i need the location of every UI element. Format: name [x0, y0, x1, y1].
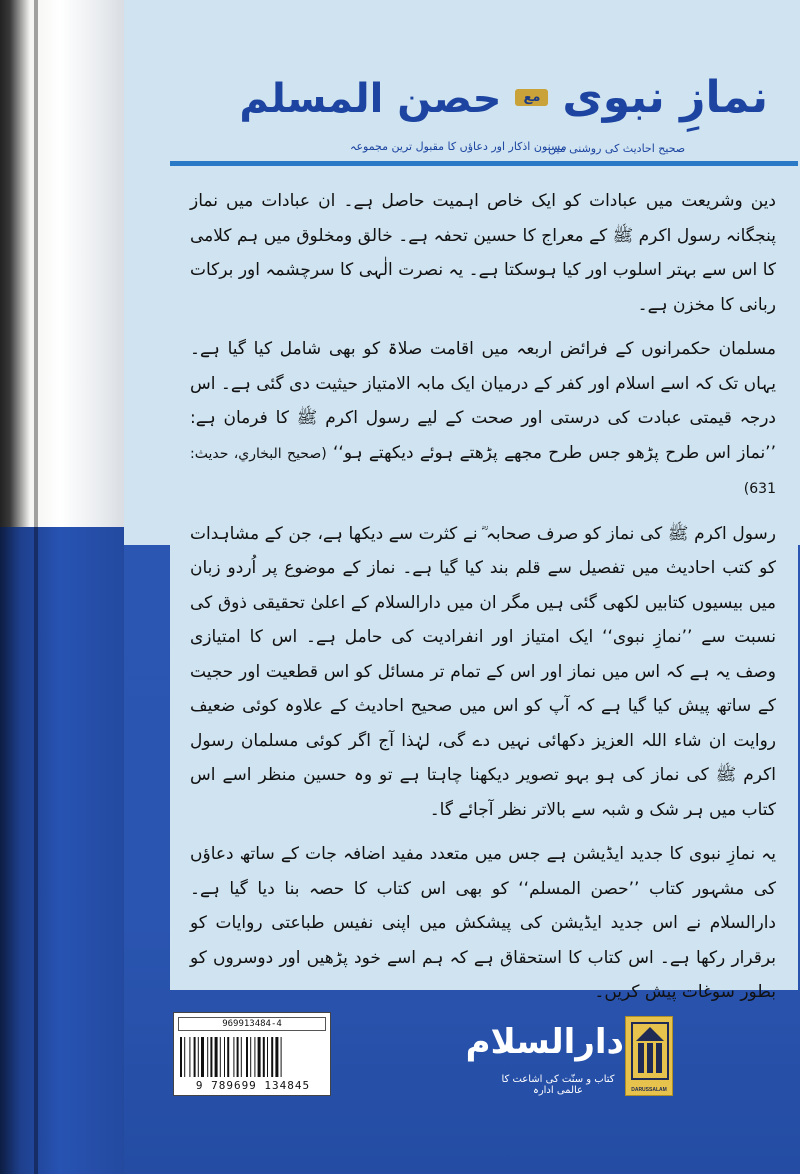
- barcode-bar: [224, 1037, 225, 1077]
- barcode-bar: [198, 1037, 199, 1077]
- barcode-bar: [263, 1037, 265, 1077]
- barcode-bar: [180, 1037, 182, 1077]
- barcode-bar: [189, 1037, 190, 1077]
- description-panel: [170, 172, 798, 1002]
- title-main: نمازِ نبوی: [562, 72, 768, 123]
- isbn-number: 9 789699 134845: [195, 1079, 311, 1092]
- paragraph-4: یہ نمازِ نبوی کا جدید ایڈیشن ہے جس میں متعدد مفید اضافہ جات کے ساتھ دعاؤں کی مشہور کتاب ’’حصن المسلم‘‘ کو بھی اس کتاب کا حصہ بنا دیا گیا ہے۔ دارالسلام نے اس جدید ایڈیشن کی پیشکش میں اپنی نفیس طباعتی روایات کو برقرار رکھا ہے۔ اس کتاب کا استحقاق ہے کہ ہم اسے خود پڑھیں اور دوسروں کو بطور سوغات پیش کریں۔: [190, 844, 776, 1002]
- hadith-citation: (صحیح البخاري، حدیث: 631): [190, 445, 776, 497]
- barcode-bar: [281, 1037, 282, 1077]
- barcode-bar: [271, 1037, 273, 1077]
- barcode-bar: [210, 1037, 212, 1077]
- barcode-bar: [201, 1037, 204, 1077]
- barcode-bar: [258, 1037, 261, 1077]
- barcode-bar: [207, 1037, 208, 1077]
- spine-fold-line: [34, 0, 38, 1174]
- publisher-tagline: کتاب و سنّت کی اشاعت کا عالمی ادارہ: [501, 1074, 615, 1096]
- title-connector-badge: مع: [515, 89, 548, 106]
- publisher-name: دارالسلام: [465, 1022, 624, 1062]
- paragraph-2: [190, 332, 776, 507]
- barcode-bar: [194, 1037, 196, 1077]
- title-second: حصن المسلم: [239, 76, 502, 122]
- darussalam-logo-icon: [625, 1016, 673, 1096]
- isbn-code-top: 969913484-4: [178, 1017, 326, 1031]
- barcode-bar: [184, 1037, 185, 1077]
- barcode-bar: [267, 1037, 268, 1077]
- title-divider: [170, 161, 798, 166]
- barcode-bar: [227, 1037, 229, 1077]
- barcode-bars: [180, 1037, 326, 1077]
- barcode-bar: [237, 1037, 239, 1077]
- barcode-bar: [250, 1037, 251, 1077]
- barcode-bar: [275, 1037, 278, 1077]
- book-title: [239, 72, 768, 123]
- barcode-bar: [233, 1037, 234, 1077]
- spine-blue-band: [0, 527, 124, 1174]
- isbn-barcode: [173, 1012, 331, 1096]
- paragraph-3: رسول اکرم ﷺ کی نماز کو صرف صحابہ ؓ نے کثرت سے دیکھا ہے، جن کے مشاہدات کو کتب احادیث میں تفصیل سے قلم بند کیا گیا ہے۔ نماز کے موضوع پر اُردو زبان میں بیسیوں کتابیں لکھی گئی ہیں مگر ان میں دارالسلام کے اعلیٰ تحقیقی ذوق کی نسبت سے ’’نمازِ نبوی‘‘ ایک امتیاز اور انفرادیت کی حامل ہے۔ اس کا امتیازی وصف یہ ہے کہ اس میں نماز اور اس کے تمام تر مسائل کو اس قطعیت اور حجیت کے ساتھ پیش کیا گیا ہے کہ آپ کو اس میں صحیح احادیث کے علاوہ کوئی ضعیف روایت ان شاء اللہ العزیز دکھائی نہیں دے گی، لہٰذا آج اگر کوئی مسلمان رسول اکرم ﷺ کی نماز کی ہو بہو تصویر دیکھنا چاہتا ہے تو وہ حسین منظر اسے اس کتاب میں ہر شک و شبہ سے بالاتر نظر آجائے گا۔: [190, 523, 776, 820]
- logo-label: DARUSSALAM: [631, 1087, 667, 1093]
- barcode-bar: [215, 1037, 218, 1077]
- barcode-bar: [241, 1037, 242, 1077]
- barcode-bar: [220, 1037, 221, 1077]
- subtitle-right: صحیح احادیث کی روشنی میں: [548, 142, 686, 155]
- subtitle-left: مسنون اذکار اور دعاؤں کا مقبول ترین مجموعہ: [350, 140, 567, 153]
- barcode-bar: [246, 1037, 248, 1077]
- paragraph-2-text: مسلمان حکمرانوں کے فرائض اربعہ میں اقامت صلاۃ کو بھی شامل کیا گیا ہے۔ یہاں تک کہ اسے اسلام اور کفر کے درمیان ایک مابہ الامتیاز حیثیت دی گئی ہے۔ اس درجہ قیمتی عبادت کی درستی اور صحت کے لیے رسول اکرم ﷺ کا فرمان ہے: ’’نماز اس طرح پڑھو جس طرح مجھے پڑھتے ہوئے دیکھتے ہو‘‘: [190, 339, 776, 463]
- paragraph-1: دین وشریعت میں عبادات کو ایک خاص اہمیت حاصل ہے۔ ان عبادات میں نماز پنجگانہ رسول اکرم ﷺ کے معراج کا حسین تحفہ ہے۔ خالق ومخلوق میں ہم کلامی کا اس سے بہتر اسلوب اور کیا ہوسکتا ہے۔ یہ نصرت الٰہی کا سرچشمہ اور برکات ربانی کا مخزن ہے۔: [190, 191, 776, 315]
- barcode-bar: [254, 1037, 255, 1077]
